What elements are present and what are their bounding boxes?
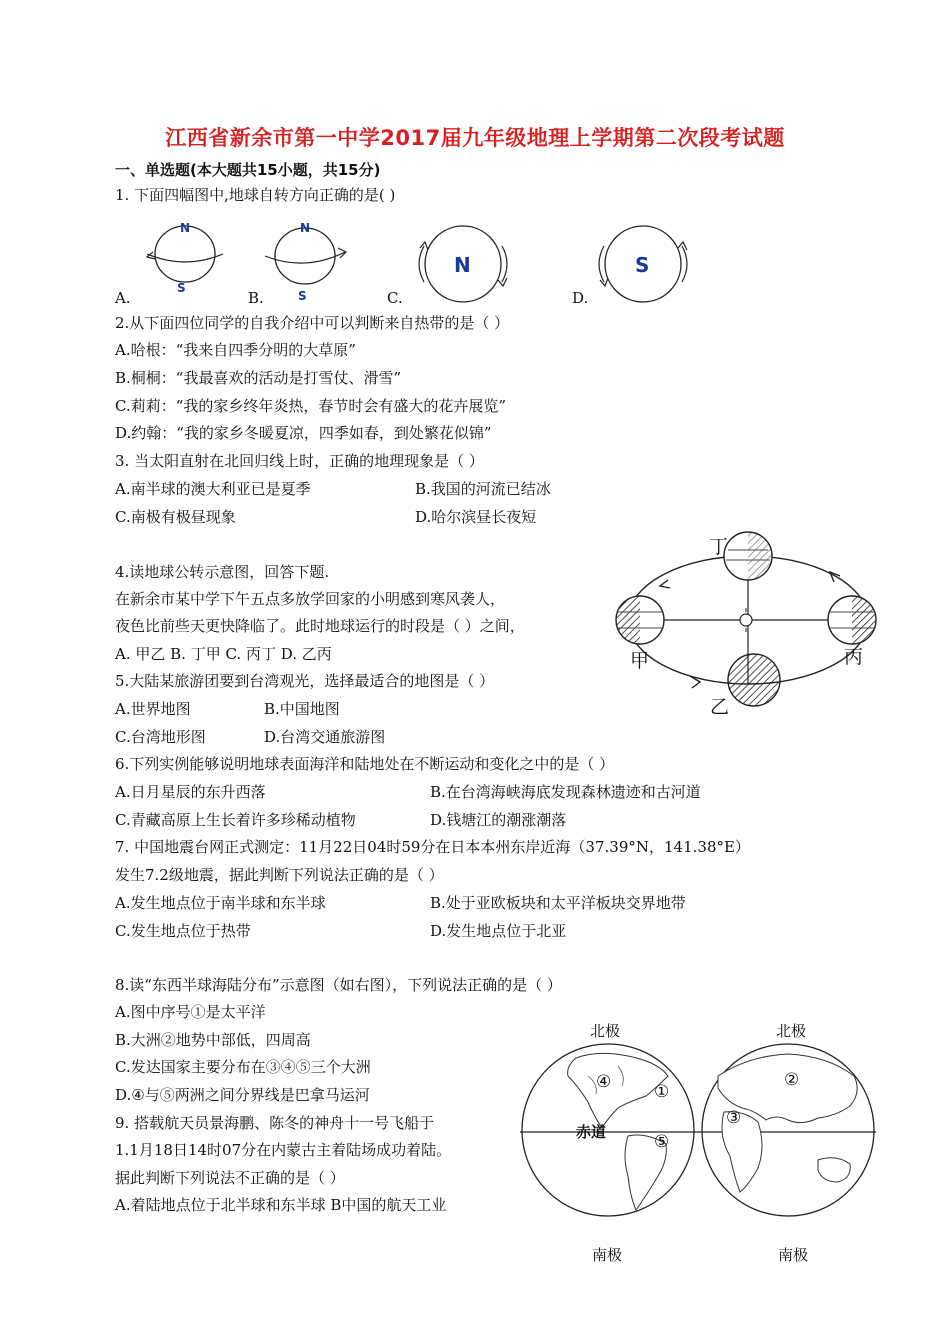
q5-option-a: A.世界地图 bbox=[115, 700, 191, 718]
q6-option-a: A.日月星辰的东升西落 bbox=[115, 783, 266, 801]
orbit-label-yi: 乙 bbox=[710, 696, 730, 718]
q1-a-south: S bbox=[177, 281, 186, 295]
q7-option-b: B.处于亚欧板块和太平洋板块交界地带 bbox=[430, 894, 686, 912]
earth-jia bbox=[616, 596, 664, 644]
q1-c-letter: N bbox=[454, 253, 471, 277]
q5-stem: 5.大陆某旅游团要到台湾观光，选择最适合的地图是（ ） bbox=[115, 672, 495, 690]
hemisphere-map bbox=[518, 1036, 880, 1236]
map-label-5: ⑤ bbox=[654, 1132, 670, 1152]
q1-figures bbox=[110, 212, 710, 307]
earth-bing bbox=[828, 596, 876, 644]
map-north-pole-west: 北极 bbox=[590, 1022, 621, 1040]
q2-option-a: A.哈根：“我来自四季分明的大草原” bbox=[115, 341, 356, 359]
q1-b-south: S bbox=[298, 289, 307, 303]
q2-option-d: D.约翰：“我的家乡冬暖夏凉，四季如春，到处繁花似锦” bbox=[115, 424, 492, 442]
q3-option-d: D.哈尔滨昼长夜短 bbox=[415, 508, 537, 526]
q7-line-2: 发生7.2级地震，据此判断下列说法正确的是（ ） bbox=[115, 866, 444, 884]
q1-stem: 1. 下面四幅图中,地球自转方向正确的是( ) bbox=[115, 186, 396, 204]
q1-figure-b bbox=[265, 221, 346, 303]
q4-line-2: 在新余市某中学下午五点多放学回家的小明感到寒风袭人， bbox=[115, 590, 506, 608]
orbit-label-ding: 丁 bbox=[709, 536, 729, 558]
q8-stem: 8.读“东西半球海陆分布”示意图（如右图），下列说法正确的是（ ） bbox=[115, 976, 562, 994]
q1-option-c: C. bbox=[387, 289, 403, 307]
q1-b-north: N bbox=[300, 221, 311, 235]
earth-yi bbox=[728, 654, 780, 706]
section-heading: 一、单选题(本大题共15小题，共15分) bbox=[115, 161, 381, 179]
q2-stem: 2.从下面四位同学的自我介绍中可以判断来自热带的是（ ） bbox=[115, 314, 510, 332]
q9-line-1: 9. 搭载航天员景海鹏、陈冬的神舟十一号飞船于 bbox=[115, 1114, 435, 1132]
map-label-2: ② bbox=[784, 1070, 800, 1090]
q7-option-a: A.发生地点位于南半球和东半球 bbox=[115, 894, 326, 912]
q4-options: A. 甲乙 B. 丁甲 C. 丙丁 D. 乙丙 bbox=[115, 645, 332, 663]
q9-line-4: A.着陆地点位于北半球和东半球 B中国的航天工业 bbox=[115, 1196, 447, 1214]
orbit-label-bing: 丙 bbox=[844, 646, 864, 668]
q8-option-b: B.大洲②地势中部低，四周高 bbox=[115, 1031, 311, 1049]
q6-option-b: B.在台湾海峡海底发现森林遗迹和古河道 bbox=[430, 783, 701, 801]
q6-option-d: D.钱塘江的潮涨潮落 bbox=[430, 811, 567, 829]
map-south-pole-east: 南极 bbox=[778, 1246, 809, 1264]
q1-option-d: D. bbox=[572, 289, 589, 307]
q7-option-d: D.发生地点位于北亚 bbox=[430, 922, 567, 940]
q9-line-3: 据此判断下列说法不正确的是（ ） bbox=[115, 1169, 345, 1187]
q3-option-b: B.我国的河流已结冰 bbox=[415, 480, 551, 498]
map-north-pole-east: 北极 bbox=[776, 1022, 807, 1040]
q3-option-a: A.南半球的澳大利亚已是夏季 bbox=[115, 480, 311, 498]
q1-figure-a bbox=[147, 221, 223, 295]
q8-option-c: C.发达国家主要分布在③④⑤三个大洲 bbox=[115, 1058, 371, 1076]
q1-a-north: N bbox=[180, 221, 191, 235]
earth-ding bbox=[724, 532, 772, 580]
q7-line-1: 7. 中国地震台网正式测定：11月22日04时59分在日本本州东岸近海（37.39°N，141.38°E） bbox=[115, 838, 750, 856]
q1-figure-c bbox=[419, 226, 507, 302]
q5-option-b: B.中国地图 bbox=[264, 700, 340, 718]
q9-line-2: 1.1月18日14时07分在内蒙古主着陆场成功着陆。 bbox=[115, 1141, 452, 1159]
q1-d-letter: S bbox=[635, 253, 650, 277]
q2-option-c: C.莉莉：“我的家乡终年炎热，春节时会有盛大的花卉展览” bbox=[115, 397, 507, 415]
q6-stem: 6.下列实例能够说明地球表面海洋和陆地处在不断运动和变化之中的是（ ） bbox=[115, 755, 615, 773]
map-label-4: ④ bbox=[596, 1072, 612, 1092]
q3-option-c: C.南极有极昼现象 bbox=[115, 508, 236, 526]
earth-orbit-figure bbox=[608, 520, 886, 720]
map-label-3: ③ bbox=[726, 1108, 742, 1128]
sun-icon bbox=[734, 608, 758, 632]
q8-option-a: A.图中序号①是太平洋 bbox=[115, 1003, 266, 1021]
q3-stem: 3. 当太阳直射在北回归线上时，正确的地理现象是（ ） bbox=[115, 452, 484, 470]
q5-option-c: C.台湾地形图 bbox=[115, 728, 206, 746]
map-label-1: ① bbox=[654, 1082, 670, 1102]
q6-option-c: C.青藏高原上生长着许多珍稀动植物 bbox=[115, 811, 356, 829]
map-equator-label: 赤道 bbox=[576, 1123, 607, 1141]
q4-line-3: 夜色比前些天更快降临了。此时地球运行的时段是（ ）之间， bbox=[115, 617, 525, 635]
q1-figure-d bbox=[599, 226, 687, 302]
q1-option-b: B. bbox=[248, 289, 264, 307]
q2-option-b: B.桐桐：“我最喜欢的活动是打雪仗、滑雪” bbox=[115, 369, 402, 387]
q5-option-d: D.台湾交通旅游图 bbox=[264, 728, 386, 746]
q1-option-a: A. bbox=[115, 289, 131, 307]
orbit-label-jia: 甲 bbox=[630, 650, 650, 672]
q8-option-d: D.④与⑤两洲之间分界线是巴拿马运河 bbox=[115, 1086, 370, 1104]
q7-option-c: C.发生地点位于热带 bbox=[115, 922, 251, 940]
map-south-pole-west: 南极 bbox=[592, 1246, 623, 1264]
page-title: 江西省新余市第一中学2017届九年级地理上学期第二次段考试题 bbox=[165, 126, 785, 150]
q4-line-1: 4.读地球公转示意图，回答下题. bbox=[115, 563, 330, 581]
